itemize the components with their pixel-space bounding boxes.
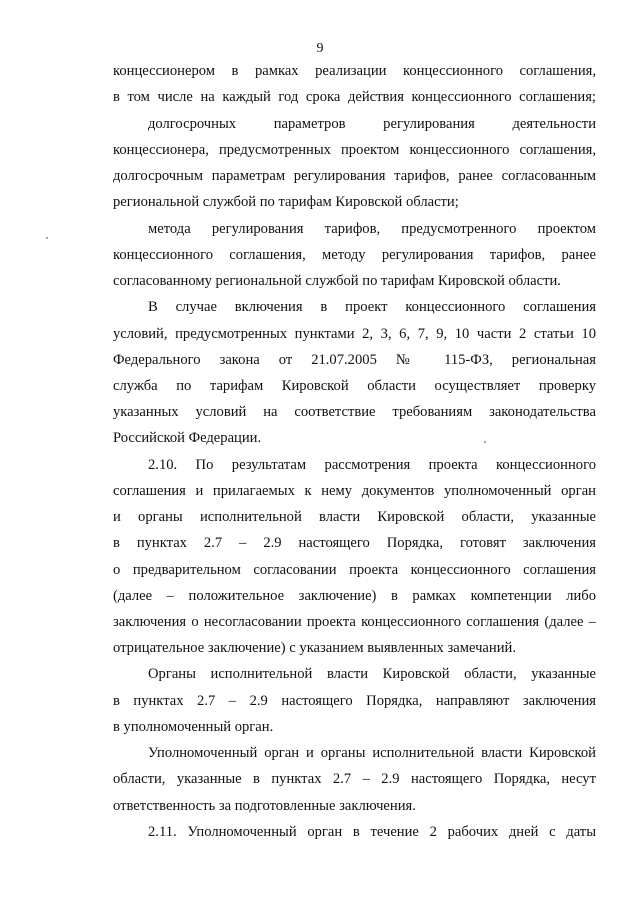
text-line: служба по тарифам Кировской области осуществляет проверку — [113, 378, 596, 394]
page-number: 9 — [316, 41, 324, 56]
text-line: В случае включения в проект концессионного соглашения — [148, 299, 596, 315]
text-line: концессионера, предусмотренных проектом концессионного соглашения, — [113, 142, 596, 158]
text-line: в уполномоченный орган. — [113, 719, 274, 735]
text-line: согласованному региональной службой по тарифам Кировской области. — [113, 273, 561, 289]
text-line: (далее – положительное заключение) в рамках компетенции либо — [113, 588, 596, 604]
text-line: и органы исполнительной власти Кировской области, указанные — [113, 509, 596, 525]
text-line: области, указанные в пунктах 2.7 – 2.9 настоящего Порядка, несут — [113, 771, 596, 787]
text-line: соглашения и прилагаемых к нему документов уполномоченный орган — [113, 483, 596, 499]
text-line: условий, предусмотренных пунктами 2, 3, 6, 7, 9, 10 части 2 статьи 10 — [113, 326, 596, 342]
text-line: 2.11. Уполномоченный орган в течение 2 рабочих дней с даты — [148, 824, 596, 840]
text-line: указанных условий на соответствие требованиям законодательства — [113, 404, 596, 420]
text-line: в пунктах 2.7 – 2.9 настоящего Порядка, готовят заключения — [113, 535, 596, 551]
scan-speck — [46, 237, 48, 239]
text-line: в пунктах 2.7 – 2.9 настоящего Порядка, направляют заключения — [113, 693, 596, 709]
text-line: концессионного соглашения, методу регулирования тарифов, ранее — [113, 247, 596, 263]
text-line: заключения о несогласовании проекта концессионного соглашения (далее – — [113, 614, 596, 630]
text-line: Органы исполнительной власти Кировской области, указанные — [148, 666, 596, 682]
text-line: 2.10. По результатам рассмотрения проекта концессионного — [148, 457, 596, 473]
scan-speck — [484, 441, 486, 443]
text-line: Уполномоченный орган и органы исполнительной власти Кировской — [148, 745, 596, 761]
text-line: Федерального закона от 21.07.2005 № 115-ФЗ, региональная — [113, 352, 596, 368]
text-line: о предварительном согласовании проекта концессионного соглашения — [113, 562, 596, 578]
text-line: долгосрочных параметров регулирования деятельности — [148, 116, 596, 132]
text-line: долгосрочным параметрам регулирования тарифов, ранее согласованным — [113, 168, 596, 184]
text-line: ответственность за подготовленные заключения. — [113, 798, 416, 814]
text-line: региональной службой по тарифам Кировской области; — [113, 194, 459, 210]
text-line: метода регулирования тарифов, предусмотренного проектом — [148, 221, 596, 237]
text-line: Российской Федерации. — [113, 430, 262, 446]
text-line: отрицательное заключение) с указанием выявленных замечаний. — [113, 640, 516, 656]
text-line: в том числе на каждый год срока действия концессионного соглашения; — [113, 89, 596, 105]
text-line: концессионером в рамках реализации концессионного соглашения, — [113, 63, 596, 79]
